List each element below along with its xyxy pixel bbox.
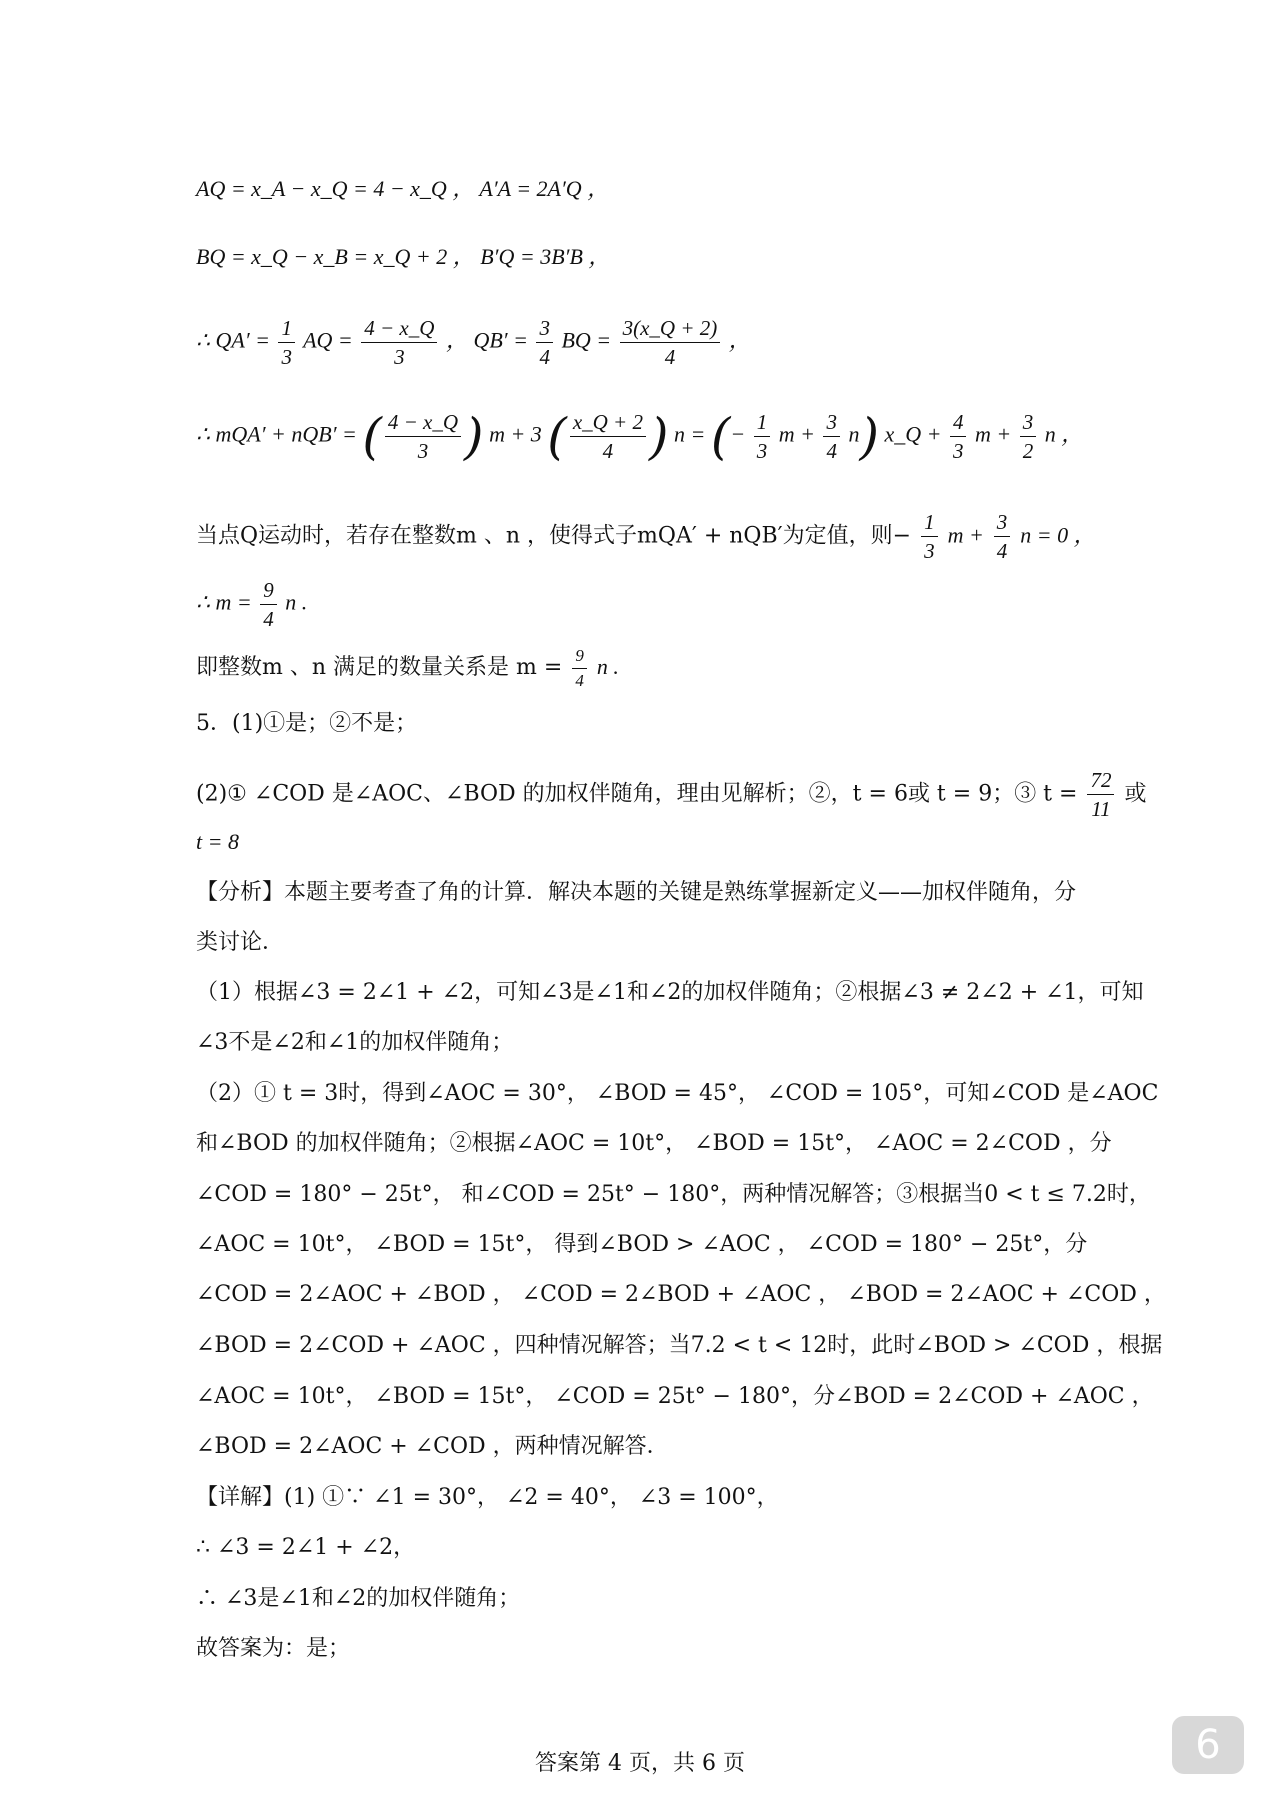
fraction: $\frac{4 - x\_Q}{3}$ bbox=[385, 410, 461, 463]
page-footer: 答案第 4 页，共 6 页 bbox=[535, 1751, 745, 1776]
fraction: $\frac{1}{3}$ bbox=[278, 316, 295, 369]
fraction: $\frac{1}{3}$ bbox=[754, 410, 771, 463]
answer-line-5-1: 5．(1)①是；②不是； bbox=[196, 711, 418, 736]
detail-line-3: ∴ ∠3是∠1和∠2的加权伴随角； bbox=[196, 1586, 521, 1611]
fraction: $\frac{3}{4}$ bbox=[823, 410, 840, 463]
analysis-line-11: ∠AOC = 10t°， ∠BOD = 15t°， ∠COD = 25t° − 180°，分∠BOD = 2∠COD + ∠AOC ， bbox=[196, 1384, 1154, 1409]
fraction: $\frac{9}{4}$ bbox=[572, 646, 587, 690]
analysis-line-1: 【分析】本题主要考查了角的计算．解决本题的关键是熟练掌握新定义——加权伴随角，分 bbox=[196, 880, 1077, 905]
page-number-badge[interactable]: 6 bbox=[1172, 1716, 1244, 1774]
text-line-5: 当点Q运动时，若存在整数m 、n ，使得式子mQA′ + nQB′为定值，则− $\frac{1}{3}$ m + $\frac{3}{4}$ n = 0 ， bbox=[196, 510, 1096, 564]
equation-line-2: BQ = x_Q − x_B = x_Q + 2 ， B′Q = 3B′B ， bbox=[196, 244, 611, 269]
answer-line-5-3: t = 8 bbox=[196, 829, 239, 854]
analysis-line-2: 类讨论． bbox=[196, 930, 285, 955]
fraction: $\frac{3}{4}$ bbox=[536, 316, 553, 369]
analysis-line-12: ∠BOD = 2∠AOC + ∠COD ，两种情况解答． bbox=[196, 1434, 669, 1459]
fraction: $\frac{3}{4}$ bbox=[994, 510, 1011, 563]
fraction: $\frac{4 - x\_Q}{3}$ bbox=[361, 316, 437, 369]
fraction: $\frac{3}{2}$ bbox=[1020, 410, 1037, 463]
detail-line-4: 故答案为：是； bbox=[196, 1636, 351, 1661]
text-line-7: 即整数m 、n 满足的数量关系是 m = $\frac{9}{4}$ n . bbox=[196, 646, 619, 690]
analysis-line-5: （2）① t = 3时，得到∠AOC = 30°， ∠BOD = 45°， ∠COD = 105°，可知∠COD 是∠AOC bbox=[196, 1081, 1159, 1106]
equation-line-3: ∴ QA′ = $\frac{1}{3}$ AQ = $\frac{4 - x\_Q}{3}$ ， QB′ = $\frac{3}{4}$ BQ = $\frac{3(x\_Q + 2)}{4}$ ， bbox=[196, 316, 751, 370]
fraction: $\frac{1}{3}$ bbox=[921, 510, 938, 563]
analysis-line-8: ∠AOC = 10t°， ∠BOD = 15t°， 得到∠BOD > ∠AOC ， ∠COD = 180° − 25t°，分 bbox=[196, 1232, 1088, 1257]
analysis-line-9: ∠COD = 2∠AOC + ∠BOD ， ∠COD = 2∠BOD + ∠AOC ， ∠BOD = 2∠AOC + ∠COD ， bbox=[196, 1282, 1166, 1307]
fraction: $\frac{4}{3}$ bbox=[950, 410, 967, 463]
equation-line-1: AQ = x_A − x_Q = 4 − x_Q ， A′A = 2A′Q ， bbox=[196, 176, 610, 201]
detail-line-2: ∴ ∠3 = 2∠1 + ∠2， bbox=[196, 1535, 416, 1560]
fraction: $\frac{9}{4}$ bbox=[260, 578, 277, 631]
detail-line-1: 【详解】(1) ①∵ ∠1 = 30°， ∠2 = 40°， ∠3 = 100°， bbox=[196, 1485, 779, 1510]
answer-line-5-2: (2)① ∠COD 是∠AOC、∠BOD 的加权伴随角，理由见解析；②，t = 6或 t = 9；③ t = $\frac{72}{11}$ 或 bbox=[196, 768, 1147, 822]
analysis-line-6: 和∠BOD 的加权伴随角；②根据∠AOC = 10t°， ∠BOD = 15t°， ∠AOC = 2∠COD ，分 bbox=[196, 1131, 1112, 1156]
analysis-line-10: ∠BOD = 2∠COD + ∠AOC ，四种情况解答；当7.2 < t < 12时，此时∠BOD > ∠COD ，根据 bbox=[196, 1333, 1163, 1358]
analysis-line-3: （1）根据∠3 = 2∠1 + ∠2，可知∠3是∠1和∠2的加权伴随角；②根据∠3 ≠ 2∠2 + ∠1，可知 bbox=[196, 980, 1144, 1005]
equation-line-4: ∴ mQA′ + nQB′ = ( $\frac{4 - x\_Q}{3}$ ) m + 3 ( $\frac{x\_Q + 2}{4}$ ) n = (− $\frac{1}{3}$ m + $\frac{3}{4}$ n) x_Q + $\frac{4}{3}$ m + $\frac{3}{2}$ n ， bbox=[196, 407, 1084, 466]
fraction: $\frac{3(x\_Q + 2)}{4}$ bbox=[620, 316, 721, 369]
analysis-line-4: ∠3不是∠2和∠1的加权伴随角； bbox=[196, 1030, 514, 1055]
analysis-line-7: ∠COD = 180° − 25t°， 和∠COD = 25t° − 180°，两种情况解答；③根据当0 < t ≤ 7.2时， bbox=[196, 1182, 1151, 1207]
equation-line-6: ∴ m = $\frac{9}{4}$ n . bbox=[196, 578, 308, 632]
fraction: $\frac{72}{11}$ bbox=[1087, 768, 1114, 821]
fraction: $\frac{x\_Q + 2}{4}$ bbox=[570, 410, 646, 463]
